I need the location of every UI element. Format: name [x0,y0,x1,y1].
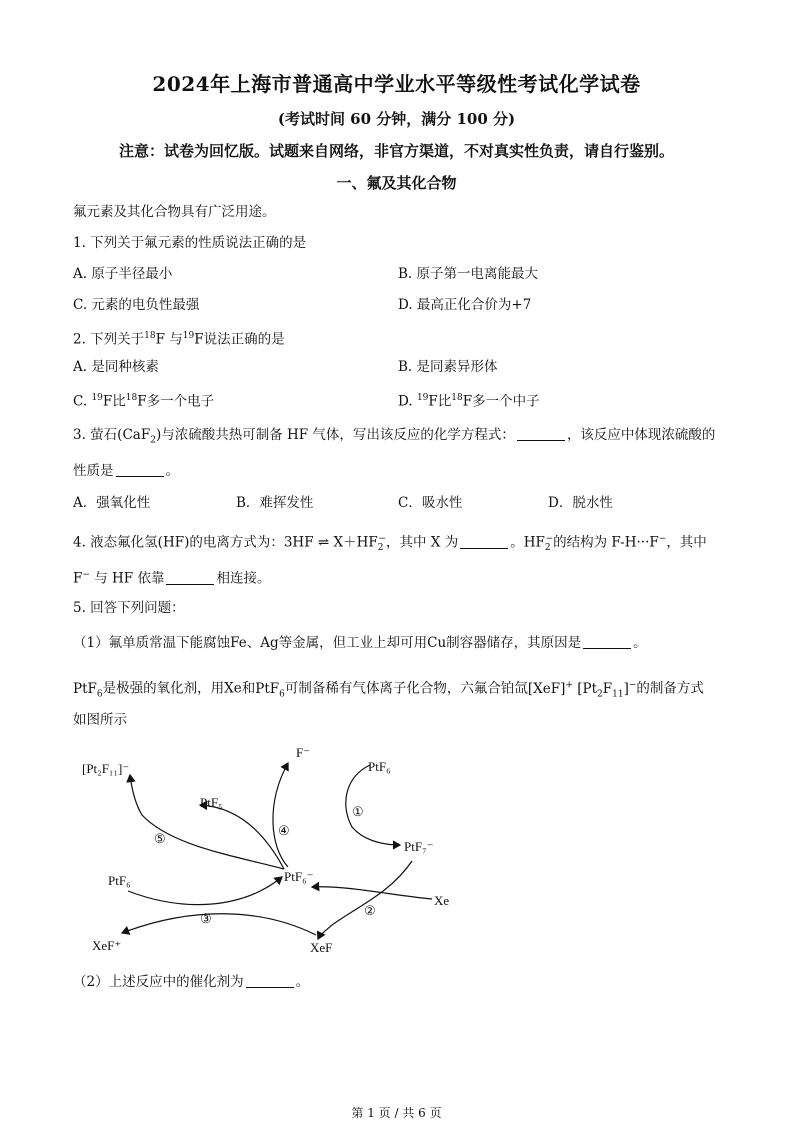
q4-line2-mid: 与 HF 依靠 [94,570,165,587]
q2-stem-mid: 与 [169,331,183,348]
q2-stem: 2. 下列关于$^{18}$F 与$^{19}$F说法正确的是 [73,331,285,348]
species-xef-plus: XeF⁺ [92,938,122,953]
q4-stem-mid3: 的结构为 F-H···F [553,534,659,551]
species-xef: XeF [310,940,333,955]
q5-p2-pre: （2）上述反应中的催化剂为 [73,974,244,990]
intro-text: 氟元素及其化合物具有广泛用途。 [73,204,276,220]
arrow-step-4 [273,763,288,867]
q1-option-b: B. 原子第一电离能最大 [398,266,539,282]
q2-stem-post: 说法正确的是 [203,331,285,348]
q5-p1-cu: Cu [427,635,447,651]
q4-stem-mid2: 。HF [510,534,545,551]
q5-p1-end: 。 [633,635,647,651]
arrow-step-2 [318,861,412,939]
q4-blank-bond[interactable] [166,570,214,585]
exam-subtitle: (考试时间 60 分钟，满分 100 分) [277,110,516,128]
q2-c-post: 多一个电子 [146,393,215,410]
q5-part1 [73,634,647,652]
q4-stem: 4. 液态氟化氢(HF)的电离方式为：3HF ⇌ $X+HF_2^-$，其中 X 为 。$HF_2^-$的结构为 F-H···F−，其中 [73,534,707,554]
q3-stem-post: ，该反应中体现浓硫酸的 [566,427,716,443]
q5-p2-end: 。 [295,974,310,990]
q2-option-a: A. 是同种核素 [73,359,159,375]
q2-option-d: D. $^{19}$F比$^{18}$F多一个中子 [398,393,540,410]
species-ptf5: PtF₅ [200,795,223,810]
step-5-label: ⑤ [154,831,166,846]
species-ptf6-left: PtF₆ [108,873,131,888]
q3-stem-pre: 3. 萤石( [73,427,123,443]
reaction-cycle-diagram [70,735,470,965]
step-2-label: ② [364,903,376,918]
species-pt2f11: [Pt₂F₁₁]⁻ [82,761,130,776]
q5-para-pre: 是极强的氧化剂，用 [102,680,225,697]
q5-p1-pre: （1）氟单质常温下能腐蚀 [73,635,231,651]
q5-para-post: 的制备方式 [636,680,704,697]
arrow-step-5 [130,775,284,869]
q2-option-b: B. 是同素异形体 [398,359,498,375]
q3-stem: 3. 萤石(CaF$_2$)与浓硫酸共热可制备 HF 气体，写出该反应的化学方程式： ，该反应中体现浓硫酸的 [73,427,716,446]
q1-option-a: A. 原子半径最小 [73,266,173,282]
q3-option-c: C．吸水性 [398,495,463,511]
q1-option-c: C. 元素的电负性最强 [73,297,200,313]
page-title: 2024年上海市普通高中学业水平等级性考试化学试卷 [152,72,641,96]
q3-option-b: B．难挥发性 [236,495,314,511]
q4-blank-x[interactable] [460,534,508,549]
q1-stem: 1. 下列关于氟元素的性质说法正确的是 [73,235,307,251]
q5-p1-mid: 等金属，但工业上却可用 [278,635,428,651]
species-ptf6-minus: PtF₆⁻ [284,869,314,884]
species-ptf7-minus: PtF₇⁻ [404,839,434,854]
q4-line2-post: 相连接。 [216,570,271,587]
q2-c-mid: 比 [112,393,126,410]
exam-notice: 注意：试卷为回忆版。试题来自网络，非官方渠道，不对真实性负责，请自行鉴别。 [118,142,674,160]
q1-option-d: D. 最高正化合价为+7 [398,297,532,313]
q3-line2-post: 。 [165,463,179,479]
q5-para-xe: Xe [224,680,242,697]
arrow-step-2-xe [312,887,432,899]
q3-stem-mid: )与浓硫酸共热可制备 HF 气体，写出该反应的化学方程式： [155,427,515,443]
q4-line2-pre: F [73,570,83,587]
q4-line2: F− 与 HF 依靠 相连接。 [73,570,271,587]
q5-paragraph: PtF$_6$是极强的氧化剂，用Xe和PtF$_6$可制备稀有气体离子化合物，六氟合铂氙[XeF]+ $[Pt_2F_{11}]^-$的制备方式 [73,680,704,700]
q2-d-post: 多一个中子 [472,393,540,410]
q5-blank-catalyst[interactable] [246,973,294,988]
q2-stem-pre: 2. 下列关于 [73,331,145,348]
q5-blank-reason[interactable] [583,634,631,649]
arrow-step-3-a [128,877,282,905]
q4-stem-post: ，其中 [666,534,707,551]
q2-d-mid: 比 [437,393,452,410]
q5-para-mid: 可制备稀有气体离子化合物，六氟合铂氙 [284,680,528,697]
section-heading: 一、氟及其化合物 [336,174,457,192]
species-xe: Xe [434,893,450,908]
step-1-label: ① [352,804,364,819]
arrow-step-4-ptf5 [200,805,284,869]
q5-part2 [73,973,309,991]
q5-paragraph-line2: 如图所示 [73,712,127,728]
species-ptf6-top: PtF₆ [368,759,391,774]
q3-option-d: D．脱水性 [548,495,613,511]
species-f-minus: F⁻ [296,745,311,760]
q4-stem-pre: 4. 液态氟化氢(HF)的电离方式为：3HF ⇌ X＋HF [73,534,378,551]
page-footer: 第 1 页 / 共 6 页 [351,1106,442,1120]
step-4-label: ④ [278,823,290,838]
q3-line2-pre: 性质是 [73,463,114,479]
q3-option-a: A．强氧化性 [73,495,151,511]
arrow-step-3-b [122,914,316,935]
q3-blank-equation[interactable] [517,426,565,441]
step-3-label: ③ [200,911,212,926]
q3-blank-property[interactable] [116,462,164,477]
q5-p1-post: 制容器储存，其原因是 [446,635,582,651]
q2-d-pre: D. [398,393,413,410]
q4-stem-mid: ，其中 X 为 [386,534,459,551]
q2-c-pre: C. [73,393,88,410]
q5-p1-fe: Fe、Ag [230,635,279,651]
q3-line2 [73,462,179,480]
q2-option-c: C. $^{19}$F比$^{18}$F多一个电子 [73,393,215,410]
q5-stem: 5. 回答下列问题： [73,600,185,616]
q5-para-and: 和 [241,680,256,697]
